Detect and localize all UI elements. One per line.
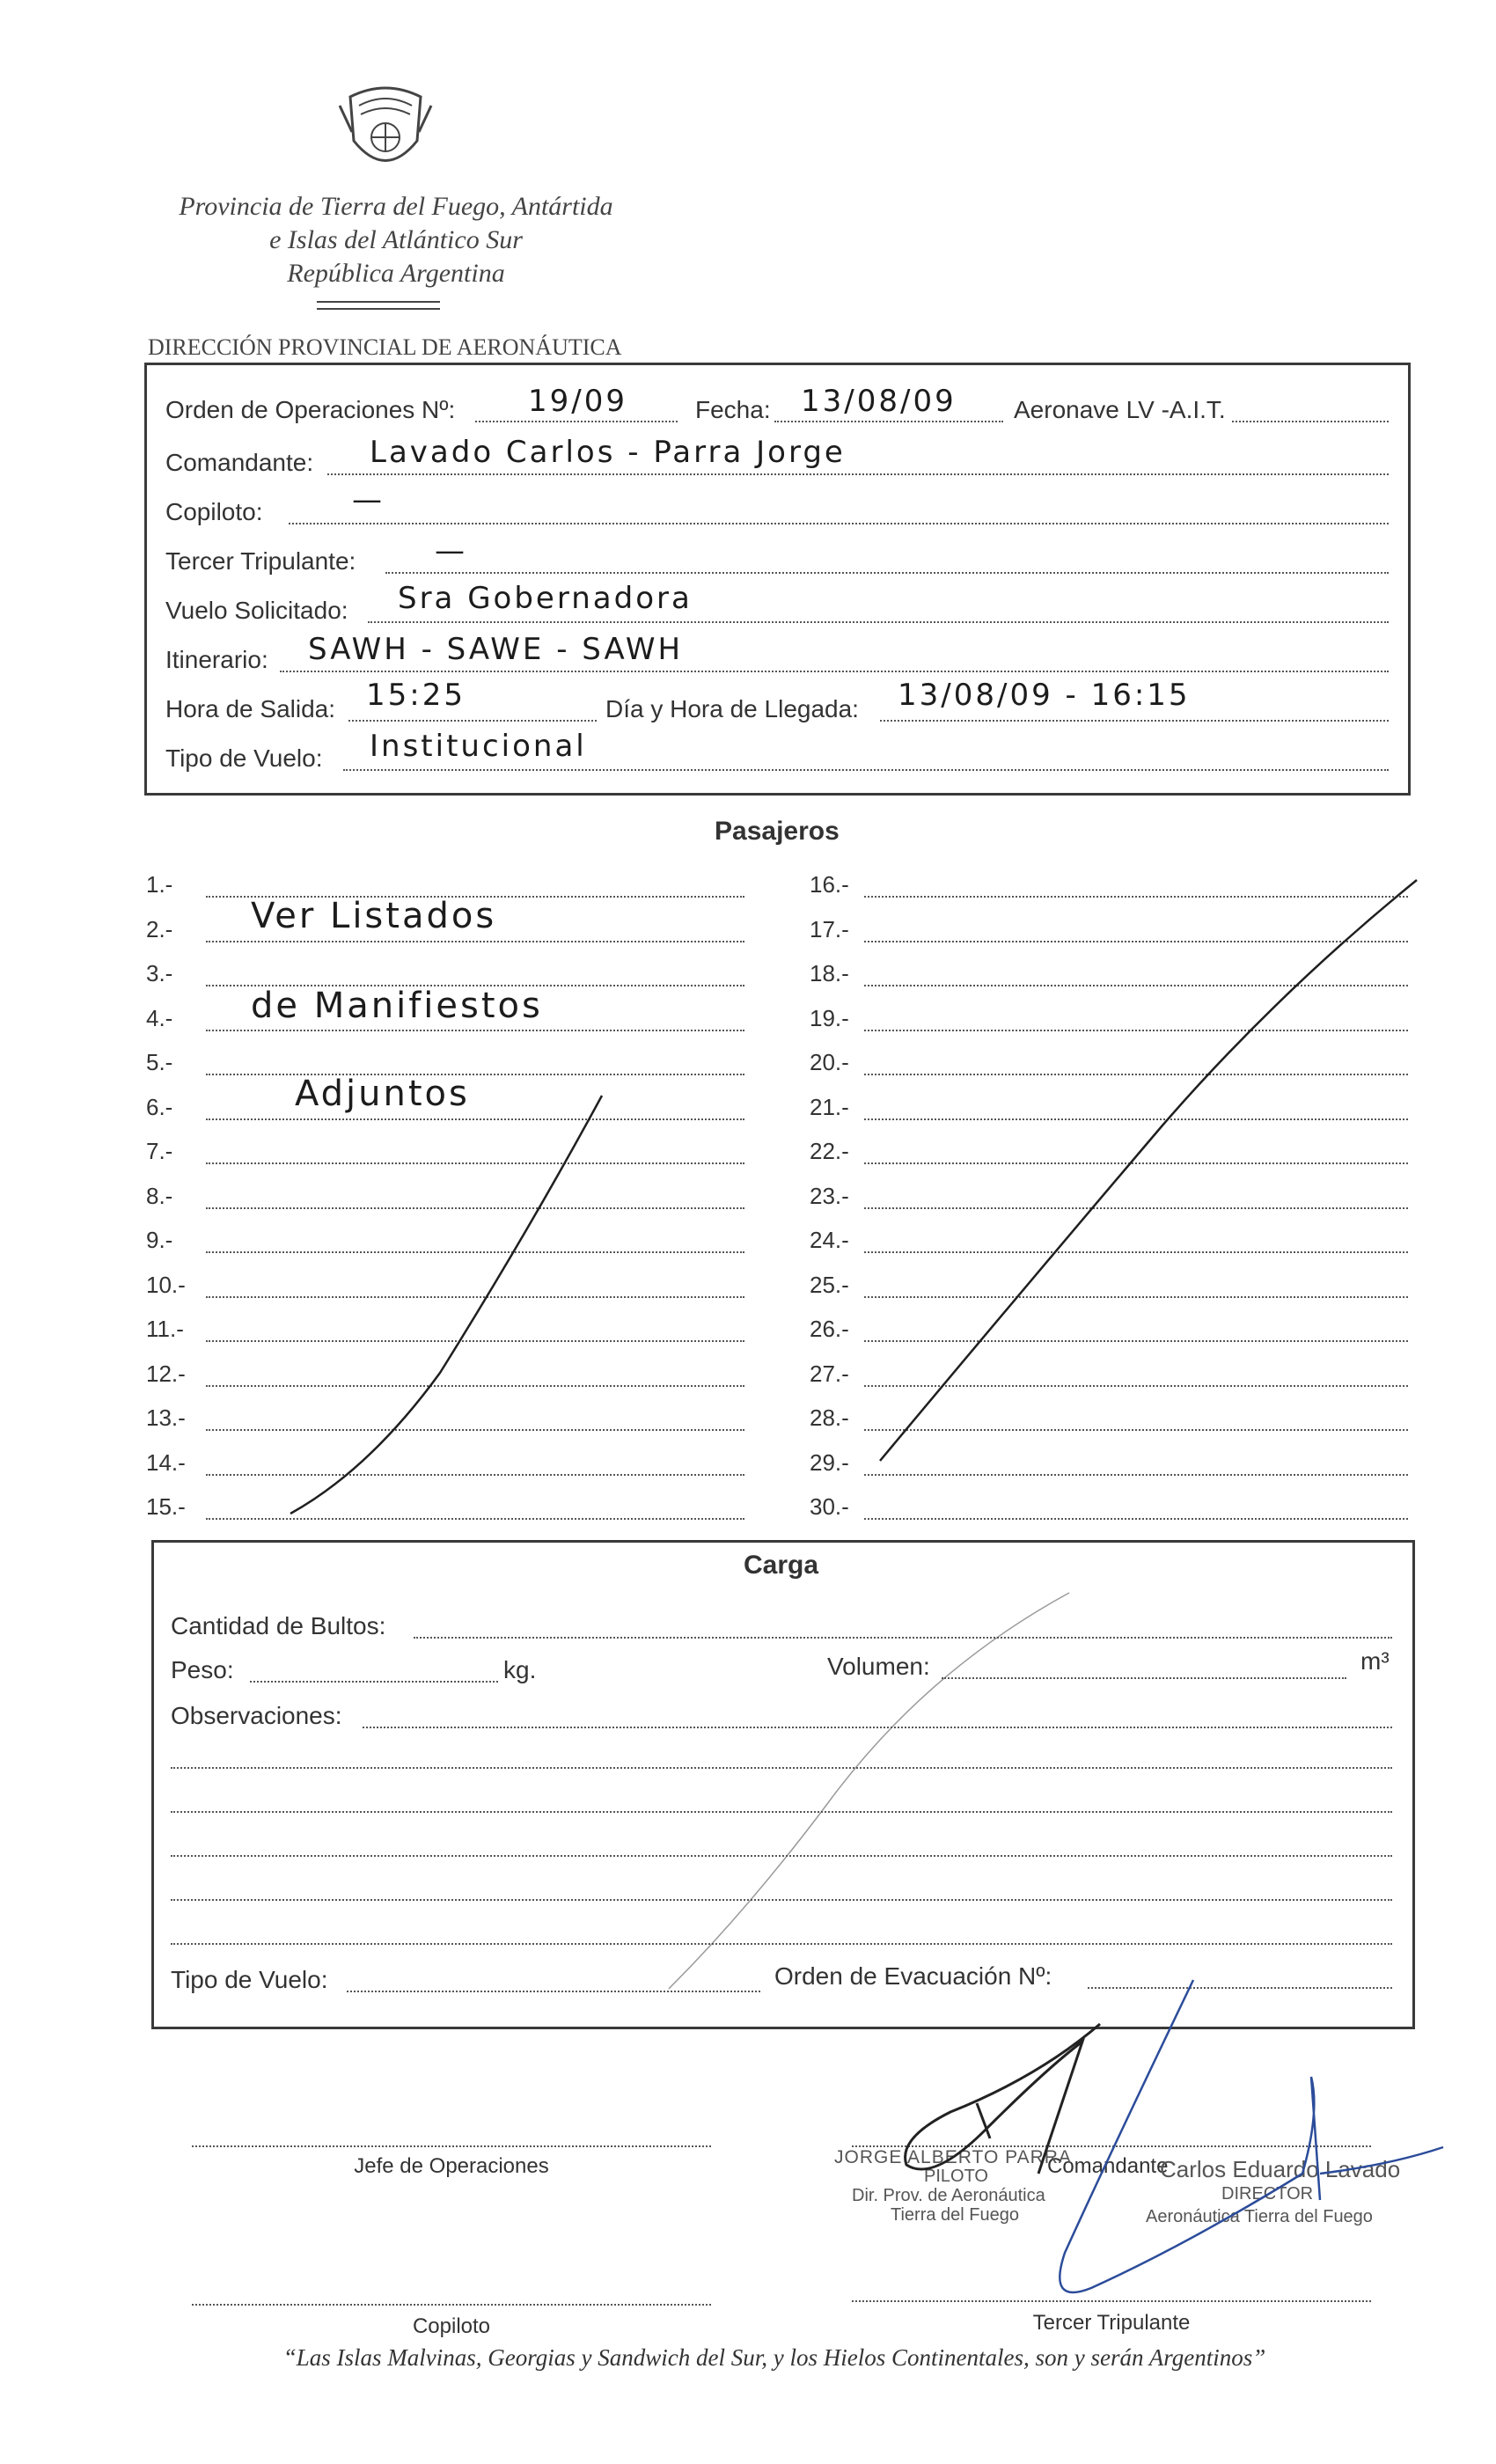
pasajero-number: 2.- [146,915,173,942]
pasajero-number: 7.- [146,1138,173,1164]
pasajero-number: 11.- [146,1316,184,1342]
itinerario-label: Itinerario: [165,646,268,673]
copiloto-label: Copiloto: [165,498,263,525]
peso-unit: kg. [503,1656,537,1683]
aeronave-label: Aeronave LV -A.I.T. [1014,396,1226,423]
llegada-value: 13/08/09 - 16:15 [898,678,1191,713]
pasajero-number: 25.- [810,1271,849,1298]
comandante-value: Lavado Carlos - Parra Jorge [370,435,846,470]
fecha-label: Fecha: [695,396,771,423]
volumen-label: Volumen: [827,1653,930,1680]
tipo-vuelo-value: Institucional [370,729,587,764]
pasajero-number: 30.- [810,1493,849,1520]
stamp-parra-line4: Tierra del Fuego [891,2205,1019,2225]
pasajero-number: 14.- [146,1448,186,1476]
stamp-parra-role: PILOTO [924,2167,988,2186]
pasajero-number: 27.- [810,1360,849,1387]
pasajero-number: 9.- [146,1227,173,1253]
department-title: DIRECCIÓN PROVINCIAL DE AERONÁUTICA [148,334,622,360]
llegada-label: Día y Hora de Llegada: [605,695,859,722]
vuelo-solicitado-label: Vuelo Solicitado: [165,597,348,624]
hora-salida-label: Hora de Salida: [165,695,336,722]
pasajero-number: 19.- [810,1004,849,1031]
pasajero-number: 4.- [146,1004,173,1031]
signature-lavado [1060,1980,1443,2292]
copiloto-value: — [352,482,385,517]
pasajero-number: 5.- [146,1049,173,1075]
pasajero-number: 28.- [810,1404,849,1431]
tercer-tripulante-value: — [435,533,467,568]
pasajero-number: 17.- [810,915,849,942]
tercer-signature-line [852,2300,1371,2302]
comandante-caption: Comandante [1047,2154,1169,2178]
pasajero-number: 10.- [146,1271,186,1298]
orden-label: Orden de Operaciones Nº: [165,396,456,423]
stamp-lavado-role: DIRECTOR [1221,2184,1314,2204]
copiloto-signature-line [192,2304,711,2306]
tercer-tripulante-label: Tercer Tripulante: [165,547,356,575]
peso-label: Peso: [171,1656,234,1683]
tipo-vuelo-label: Tipo de Vuelo: [165,744,323,772]
stamp-lavado-line3: Aeronáutica Tierra del Fuego [1146,2207,1373,2226]
pasajero-number: 29.- [810,1448,849,1476]
pasajero-number: 22.- [810,1138,849,1164]
orden-value: 19/09 [528,384,627,419]
pasajero-number: 16.- [810,871,849,898]
pasajero-number: 6.- [146,1093,173,1120]
signature-parra [906,2024,1100,2174]
vuelo-solicitado-value: Sra Gobernadora [398,581,693,616]
pasajeros-note-line-3: Adjuntos [295,1074,470,1114]
comandante-label: Comandante: [165,449,314,476]
pasajero-number: 1.- [146,871,173,898]
pasajero-number: 26.- [810,1316,849,1342]
pasajeros-note-line-2: de Manifiestos [251,986,543,1026]
pasajero-number: 20.- [810,1049,849,1075]
observaciones-label: Observaciones: [171,1702,342,1729]
copiloto-caption: Copiloto [412,2314,491,2338]
tercer-caption: Tercer Tripulante [1032,2311,1191,2335]
pasajero-number: 24.- [810,1227,849,1253]
pasajero-number: 12.- [146,1360,186,1387]
carga-tipo-vuelo-label: Tipo de Vuelo: [171,1966,328,1993]
pasajero-number: 8.- [146,1182,173,1209]
footer-quote: “Las Islas Malvinas, Georgias y Sandwich del Sur, y los Hielos Continentales, son y serán Argentinos” [282,2344,1266,2371]
pasajero-number: 18.- [810,960,849,986]
stamp-parra-line3: Dir. Prov. de Aeronáutica [852,2186,1045,2205]
evacuacion-label: Orden de Evacuación Nº: [774,1962,1052,1990]
fecha-value: 13/08/09 [801,384,957,419]
country-line: República Argentina [287,259,505,288]
pasajero-number: 3.- [146,960,173,986]
pasajero-number: 23.- [810,1182,849,1209]
stamp-parra-name: JORGE ALBERTO PARRA [834,2147,1072,2167]
volumen-unit: m³ [1360,1647,1390,1675]
jefe-caption: Jefe de Operaciones [354,2154,549,2178]
province-line-1: Provincia de Tierra del Fuego, Antártida [179,192,613,221]
carga-title: Carga [744,1551,819,1580]
pasajero-number: 13.- [146,1404,186,1431]
pasajero-number: 21.- [810,1093,849,1120]
pasajeros-note-line-1: Ver Listados [251,896,497,936]
itinerario-value: SAWH - SAWE - SAWH [308,632,684,667]
bultos-label: Cantidad de Bultos: [171,1612,386,1639]
province-line-2: e Islas del Atlántico Sur [269,225,523,254]
pasajero-number: 15.- [146,1493,186,1520]
hora-salida-value: 15:25 [366,678,466,713]
pasajeros-title: Pasajeros [715,817,840,846]
stamp-lavado-name: Carlos Eduardo Lavado [1160,2156,1401,2182]
